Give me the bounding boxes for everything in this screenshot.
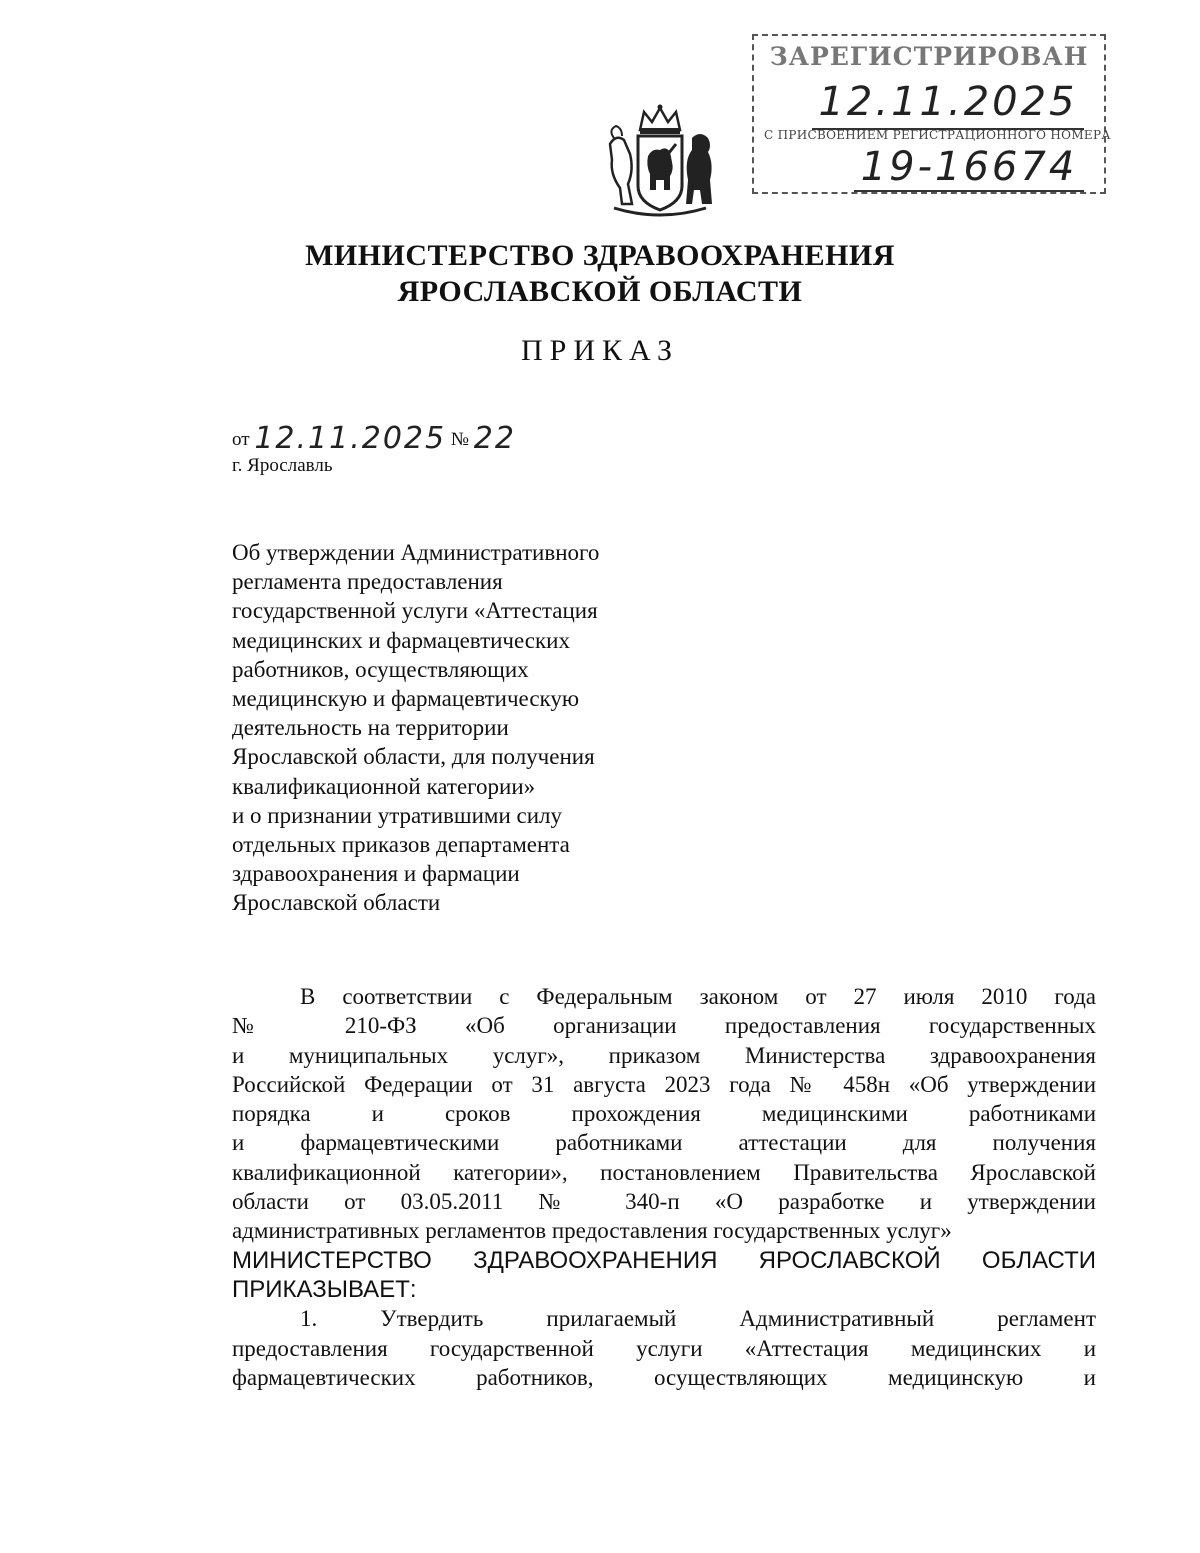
subject-line: государственной услуги «Аттестация (232, 598, 598, 624)
directive-line: ПРИКАЗЫВАЕТ: (232, 1275, 417, 1303)
stamp-label: С ПРИСВОЕНИЕМ РЕГИСТРАЦИОННОГО НОМЕРА (764, 128, 1111, 142)
subject-line: квалификационной категории» (232, 773, 536, 799)
subject-line: и о признании утратившими силу (232, 802, 562, 828)
subject-line: медицинскую и фармацевтическую (232, 686, 580, 712)
stamp-number: 19-16674 (854, 144, 1084, 192)
number-sign: № (450, 429, 469, 450)
subject-line: Ярославской области (232, 890, 441, 916)
body-line: Российской Федерации от 31 августа 2023 года № 458н «Об утверждении (232, 1071, 1096, 1097)
item-1-line: предоставления государственной услуги «Аттестация медицинских и (232, 1335, 1096, 1361)
date-prefix: от (232, 429, 250, 450)
subject-line: деятельность на территории (232, 715, 509, 741)
yaroslavl-coat-of-arms-icon (600, 104, 720, 220)
body-line: и фармацевтическими работниками аттестации для получения (232, 1130, 1096, 1156)
order-date: 12.11.2025 (254, 421, 447, 456)
directive-line: МИНИСТЕРСТВО ЗДРАВООХРАНЕНИЯ ЯРОСЛАВСКОЙ ОБЛАСТИ (232, 1246, 1096, 1274)
order-number: 22 (473, 421, 516, 456)
subject-line: регламента предоставления (232, 569, 503, 595)
organization-line-2: ЯРОСЛАВСКОЙ ОБЛАСТИ (397, 275, 803, 308)
item-1-line: фармацевтических работников, осуществляющих медицинскую и (232, 1364, 1096, 1390)
body-line: и муниципальных услуг», приказом Министерства здравоохранения (232, 1042, 1096, 1068)
body-line: области от 03.05.2011 № 340-п «О разработке и утверждении (232, 1189, 1096, 1215)
document-type: ПРИКАЗ (521, 334, 679, 367)
subject-line: Ярославской области, для получения (232, 744, 595, 770)
subject-line: работников, осуществляющих (232, 656, 529, 682)
order-body (232, 982, 1096, 1392)
subject-line: медицинских и фармацевтических (232, 627, 570, 653)
body-line: административных регламентов предоставления государственных услуг» (232, 1218, 952, 1244)
stamp-header: ЗАРЕГИСТРИРОВАН (769, 42, 1089, 71)
body-line: порядка и сроков прохождения медицинскими работниками (232, 1101, 1096, 1127)
order-subject (232, 538, 672, 918)
body-line: квалификационной категории», постановлением Правительства Ярославской (232, 1159, 1096, 1185)
organization-line-1: МИНИСТЕРСТВО ЗДРАВООХРАНЕНИЯ (305, 239, 895, 272)
subject-line: Об утверждении Административного (232, 540, 600, 565)
city: г. Ярославль (232, 455, 333, 476)
date-line (232, 418, 516, 458)
body-line: № 210-ФЗ «Об организации предоставления государственных (232, 1013, 1096, 1039)
body-line: В соответствии с Федеральным законом от 27 июля 2010 года (300, 984, 1096, 1009)
item-1-line: 1. Утвердить прилагаемый Административный регламент (300, 1306, 1096, 1332)
stamp-date: 12.11.2025 (812, 76, 1084, 130)
organization-name (0, 238, 1200, 310)
subject-line: здравоохранения и фармации (232, 861, 520, 887)
subject-line: отдельных приказов департамента (232, 832, 570, 858)
registration-stamp (752, 34, 1111, 194)
